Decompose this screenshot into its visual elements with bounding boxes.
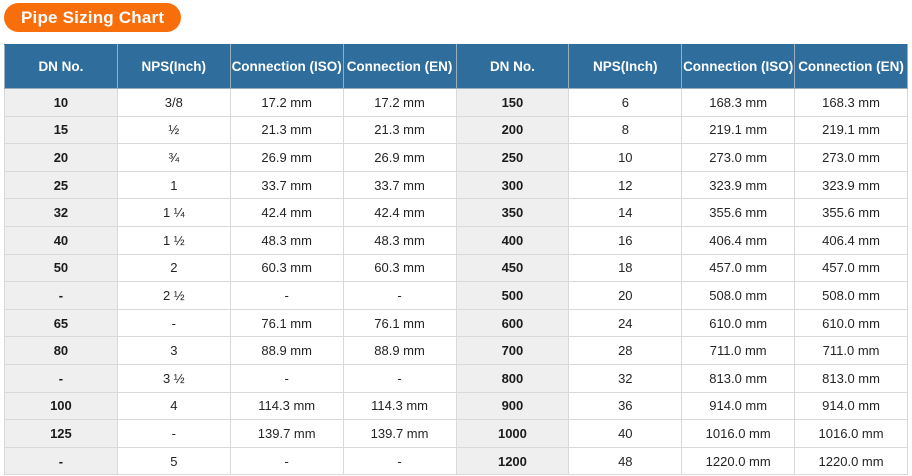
- table-row: [5, 282, 908, 310]
- table-row: [5, 144, 908, 172]
- dn-cell: -: [5, 447, 118, 475]
- dn-cell: 65: [5, 309, 118, 337]
- dn-cell: 400: [456, 226, 569, 254]
- iso-cell: 219.1 mm: [682, 116, 795, 144]
- pipe-sizing-table: [4, 44, 908, 475]
- column-header-iso-right: Connection (ISO): [682, 45, 795, 89]
- table-row: [5, 447, 908, 475]
- pipe-sizing-table-container: [4, 44, 908, 476]
- iso-cell: 33.7 mm: [230, 171, 343, 199]
- dn-cell: 32: [5, 199, 118, 227]
- en-cell: -: [343, 364, 456, 392]
- en-cell: 88.9 mm: [343, 337, 456, 365]
- dn-cell: 20: [5, 144, 118, 172]
- dn-cell: 200: [456, 116, 569, 144]
- nps-cell: ¾: [117, 144, 230, 172]
- column-header-iso-left: Connection (ISO): [230, 45, 343, 89]
- table-row: [5, 116, 908, 144]
- en-cell: 48.3 mm: [343, 226, 456, 254]
- nps-cell: 16: [569, 226, 682, 254]
- dn-cell: 900: [456, 392, 569, 420]
- en-cell: 17.2 mm: [343, 89, 456, 117]
- iso-cell: 42.4 mm: [230, 199, 343, 227]
- dn-cell: 1200: [456, 447, 569, 475]
- dn-cell: 100: [5, 392, 118, 420]
- en-cell: 60.3 mm: [343, 254, 456, 282]
- dn-cell: 800: [456, 364, 569, 392]
- nps-cell: 1 ¼: [117, 199, 230, 227]
- nps-cell: 5: [117, 447, 230, 475]
- nps-cell: 48: [569, 447, 682, 475]
- en-cell: 273.0 mm: [795, 144, 908, 172]
- iso-cell: 508.0 mm: [682, 282, 795, 310]
- column-header-dn-right: DN No.: [456, 45, 569, 89]
- iso-cell: 48.3 mm: [230, 226, 343, 254]
- en-cell: -: [343, 282, 456, 310]
- iso-cell: 610.0 mm: [682, 309, 795, 337]
- nps-cell: 10: [569, 144, 682, 172]
- iso-cell: 711.0 mm: [682, 337, 795, 365]
- nps-cell: 18: [569, 254, 682, 282]
- table-row: [5, 226, 908, 254]
- dn-cell: 40: [5, 226, 118, 254]
- iso-cell: 914.0 mm: [682, 392, 795, 420]
- en-cell: 21.3 mm: [343, 116, 456, 144]
- iso-cell: -: [230, 282, 343, 310]
- nps-cell: 4: [117, 392, 230, 420]
- table-header: [5, 45, 908, 89]
- dn-cell: 80: [5, 337, 118, 365]
- nps-cell: -: [117, 309, 230, 337]
- dn-cell: 25: [5, 171, 118, 199]
- en-cell: 610.0 mm: [795, 309, 908, 337]
- nps-cell: ½: [117, 116, 230, 144]
- iso-cell: 21.3 mm: [230, 116, 343, 144]
- table-row: [5, 89, 908, 117]
- nps-cell: 24: [569, 309, 682, 337]
- page-title: Pipe Sizing Chart: [4, 3, 181, 32]
- nps-cell: 12: [569, 171, 682, 199]
- en-cell: 508.0 mm: [795, 282, 908, 310]
- iso-cell: 1016.0 mm: [682, 420, 795, 448]
- en-cell: 1016.0 mm: [795, 420, 908, 448]
- nps-cell: 40: [569, 420, 682, 448]
- iso-cell: 273.0 mm: [682, 144, 795, 172]
- dn-cell: 250: [456, 144, 569, 172]
- nps-cell: 36: [569, 392, 682, 420]
- iso-cell: 76.1 mm: [230, 309, 343, 337]
- column-header-nps-right: NPS(Inch): [569, 45, 682, 89]
- table-row: [5, 337, 908, 365]
- iso-cell: 88.9 mm: [230, 337, 343, 365]
- en-cell: 355.6 mm: [795, 199, 908, 227]
- iso-cell: 406.4 mm: [682, 226, 795, 254]
- table-row: [5, 171, 908, 199]
- iso-cell: 26.9 mm: [230, 144, 343, 172]
- nps-cell: 6: [569, 89, 682, 117]
- nps-cell: 32: [569, 364, 682, 392]
- en-cell: 914.0 mm: [795, 392, 908, 420]
- iso-cell: 60.3 mm: [230, 254, 343, 282]
- nps-cell: 3/8: [117, 89, 230, 117]
- nps-cell: 3 ½: [117, 364, 230, 392]
- en-cell: 33.7 mm: [343, 171, 456, 199]
- iso-cell: 457.0 mm: [682, 254, 795, 282]
- nps-cell: -: [117, 420, 230, 448]
- column-header-en-left: Connection (EN): [343, 45, 456, 89]
- column-header-en-right: Connection (EN): [795, 45, 908, 89]
- en-cell: 114.3 mm: [343, 392, 456, 420]
- en-cell: 168.3 mm: [795, 89, 908, 117]
- iso-cell: 168.3 mm: [682, 89, 795, 117]
- iso-cell: 114.3 mm: [230, 392, 343, 420]
- en-cell: 76.1 mm: [343, 309, 456, 337]
- iso-cell: -: [230, 364, 343, 392]
- en-cell: 42.4 mm: [343, 199, 456, 227]
- en-cell: 219.1 mm: [795, 116, 908, 144]
- table-row: [5, 420, 908, 448]
- dn-cell: 300: [456, 171, 569, 199]
- dn-cell: 450: [456, 254, 569, 282]
- nps-cell: 2: [117, 254, 230, 282]
- nps-cell: 2 ½: [117, 282, 230, 310]
- en-cell: 26.9 mm: [343, 144, 456, 172]
- iso-cell: 17.2 mm: [230, 89, 343, 117]
- nps-cell: 14: [569, 199, 682, 227]
- table-body: [5, 89, 908, 475]
- iso-cell: 355.6 mm: [682, 199, 795, 227]
- dn-cell: 350: [456, 199, 569, 227]
- dn-cell: 600: [456, 309, 569, 337]
- en-cell: 323.9 mm: [795, 171, 908, 199]
- nps-cell: 1: [117, 171, 230, 199]
- dn-cell: 10: [5, 89, 118, 117]
- table-row: [5, 309, 908, 337]
- column-header-dn-left: DN No.: [5, 45, 118, 89]
- en-cell: -: [343, 447, 456, 475]
- dn-cell: 700: [456, 337, 569, 365]
- table-row: [5, 254, 908, 282]
- header-row: [5, 45, 908, 89]
- table-row: [5, 364, 908, 392]
- dn-cell: 125: [5, 420, 118, 448]
- en-cell: 711.0 mm: [795, 337, 908, 365]
- en-cell: 813.0 mm: [795, 364, 908, 392]
- nps-cell: 3: [117, 337, 230, 365]
- dn-cell: 500: [456, 282, 569, 310]
- nps-cell: 20: [569, 282, 682, 310]
- dn-cell: -: [5, 364, 118, 392]
- nps-cell: 8: [569, 116, 682, 144]
- dn-cell: 150: [456, 89, 569, 117]
- table-row: [5, 392, 908, 420]
- nps-cell: 1 ½: [117, 226, 230, 254]
- iso-cell: 1220.0 mm: [682, 447, 795, 475]
- en-cell: 139.7 mm: [343, 420, 456, 448]
- column-header-nps-left: NPS(Inch): [117, 45, 230, 89]
- table-row: [5, 199, 908, 227]
- dn-cell: 15: [5, 116, 118, 144]
- dn-cell: 50: [5, 254, 118, 282]
- iso-cell: 323.9 mm: [682, 171, 795, 199]
- en-cell: 1220.0 mm: [795, 447, 908, 475]
- iso-cell: -: [230, 447, 343, 475]
- en-cell: 406.4 mm: [795, 226, 908, 254]
- nps-cell: 28: [569, 337, 682, 365]
- iso-cell: 813.0 mm: [682, 364, 795, 392]
- dn-cell: 1000: [456, 420, 569, 448]
- en-cell: 457.0 mm: [795, 254, 908, 282]
- dn-cell: -: [5, 282, 118, 310]
- iso-cell: 139.7 mm: [230, 420, 343, 448]
